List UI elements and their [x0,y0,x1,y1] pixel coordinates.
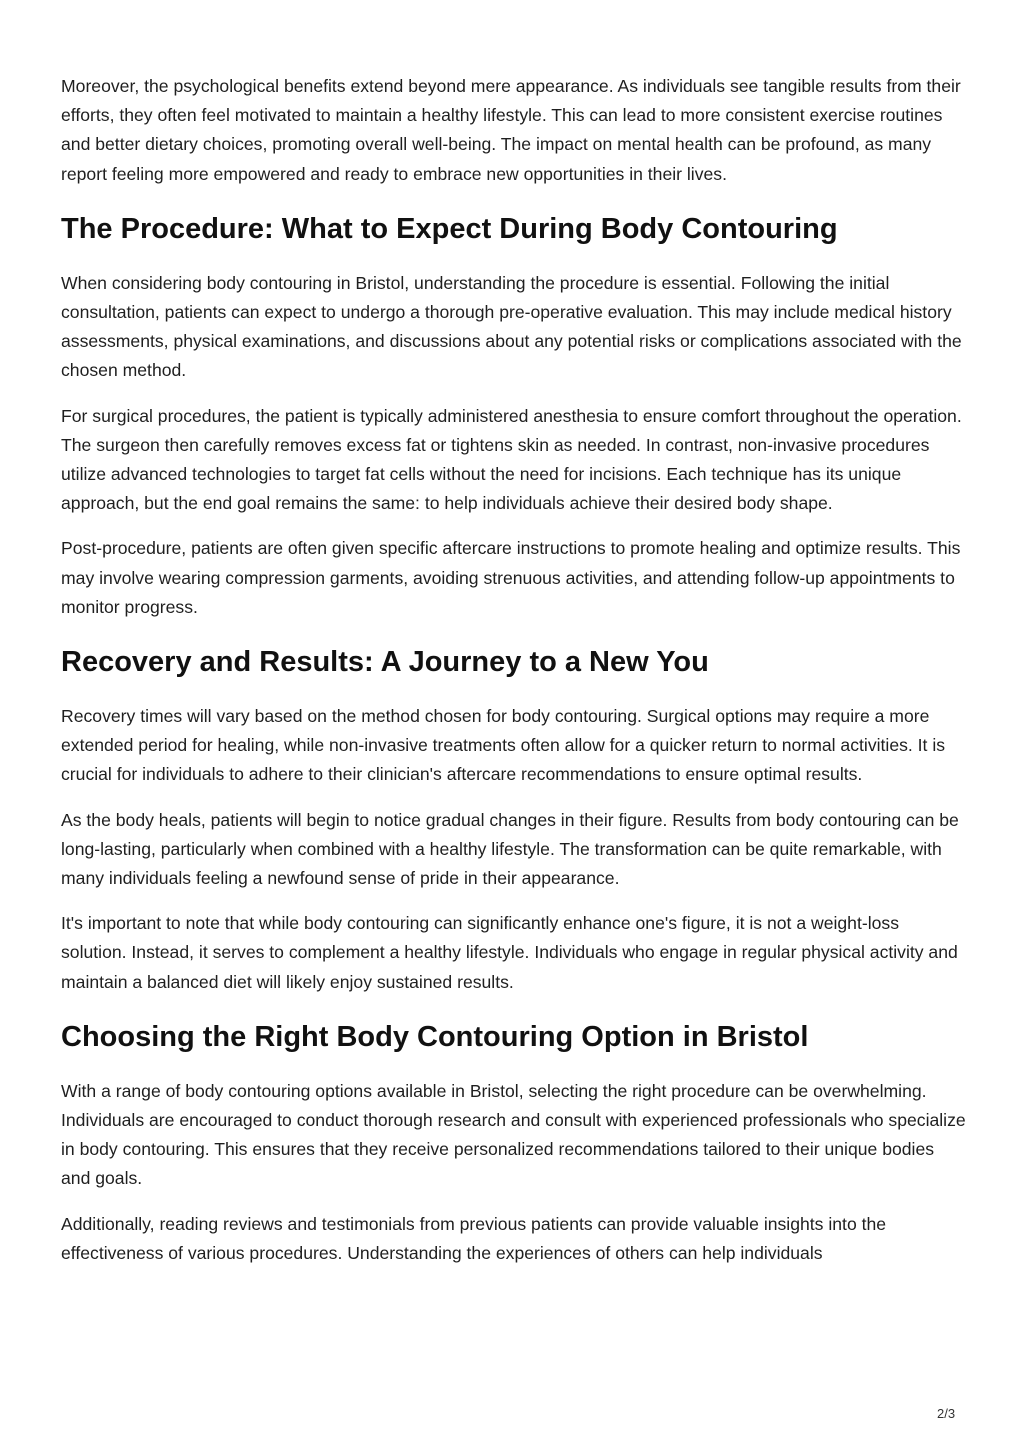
paragraph-not-weight-loss: It's important to note that while body contouring can significantly enhance one's figure, it is not a weight-loss solution. Instead, it serves to complement a healthy lifestyle. Individuals who engage in regular physical activity and maintain a balanced diet will likely enjoy sustained results. [61,913,958,992]
paragraph-procedure-consultation: When considering body contouring in Bristol, understanding the procedure is essential. Following the initial consultation, patients can expect to undergo a thorough pre-operative evaluation. This may include medical history assessments, physical examinations, and discussions about any potential risks or complications associated with the chosen method. [61,272,962,381]
paragraph-surgical-procedures: For surgical procedures, the patient is typically administered anesthesia to ensure comfort throughout the operation. The surgeon then carefully removes excess fat or tightens skin as needed. In contrast, non-invasive procedures utilize advanced technologies to target fat cells without the need for incisions. Each technique has its unique approach, but the end goal remains the same: to help individuals achieve their desired body shape. [61,405,962,514]
paragraph-psychological-benefits: Moreover, the psychological benefits extend beyond mere appearance. As individuals see tangible results from their efforts, they often feel motivated to maintain a healthy lifestyle. This can lead to more consistent exercise routines and better dietary choices, promoting overall well-being. The impact on mental health can be profound, as many report feeling more empowered and ready to embrace new opportunities in their lives. [61,76,961,184]
page-number: 2/3 [937,1406,956,1421]
heading-recovery-and-results: Recovery and Results: A Journey to a New You [61,646,709,679]
paragraph-body-heals: As the body heals, patients will begin to notice gradual changes in their figure. Results from body contouring can be long-lasting, particularly when combined with a healthy lifestyle. The transformation can be quite remarkable, with many individuals feeling a newfound sense of pride in their appearance. [61,809,959,889]
heading-the-procedure: The Procedure: What to Expect During Body Contouring [61,212,838,245]
paragraph-reviews-testimonials: Additionally, reading reviews and testimonials from previous patients can provide valuable insights into the effectiveness of various procedures. Understanding the experiences of others can help individuals [61,1213,887,1263]
paragraph-post-procedure: Post-procedure, patients are often given specific aftercare instructions to promote healing and optimize results. This may involve wearing compression garments, avoiding strenuous activities, and attending follow-up appointments to monitor progress. [61,538,961,617]
heading-choosing-right-option: Choosing the Right Body Contouring Option in Bristol [61,1020,809,1053]
document-page [61,72,966,1284]
paragraph-range-of-options: With a range of body contouring options available in Bristol, selecting the right procedure can be overwhelming. Individuals are encouraged to conduct thorough research and consult with experienced professionals who specialize in body contouring. This ensures that they receive personalized recommendations tailored to their unique bodies and goals. [61,1080,966,1189]
paragraph-recovery-times: Recovery times will vary based on the method chosen for body contouring. Surgical options may require a more extended period for healing, while non-invasive treatments often allow for a quicker return to normal activities. It is crucial for individuals to adhere to their clinician's aftercare recommendations to ensure optimal results. [61,706,946,785]
